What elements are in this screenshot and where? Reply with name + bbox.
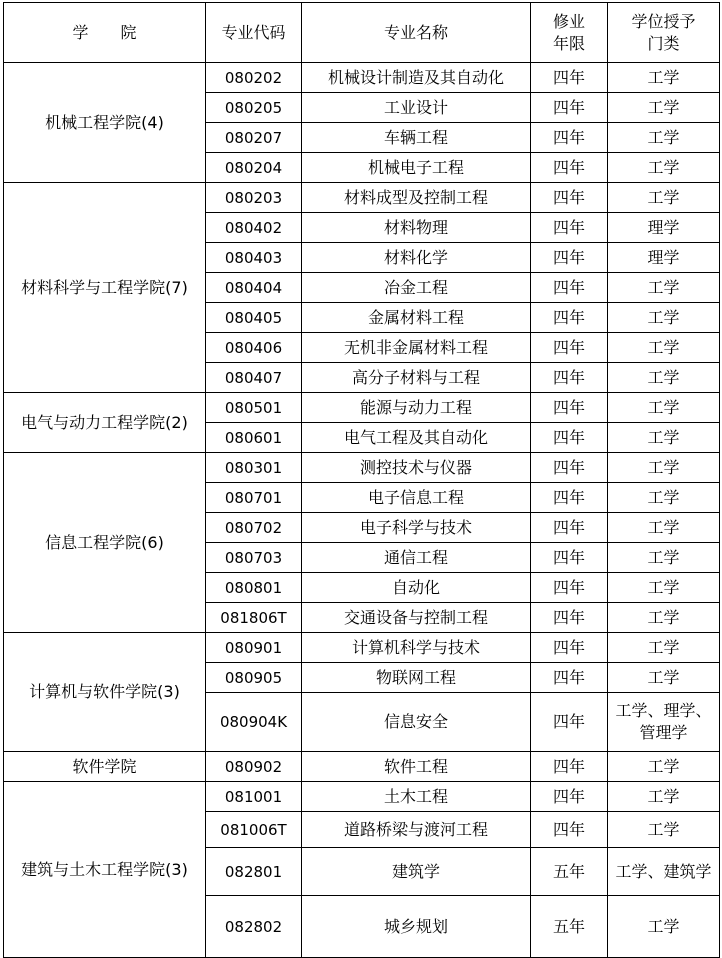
code-cell: 080901: [206, 633, 302, 663]
degree-cell: 工学: [608, 123, 720, 153]
name-cell: 自动化: [302, 573, 531, 603]
years-cell: 四年: [531, 213, 608, 243]
degree-cell: 理学: [608, 213, 720, 243]
name-cell: 信息安全: [302, 693, 531, 752]
name-cell: 高分子材料与工程: [302, 363, 531, 393]
years-cell: 四年: [531, 633, 608, 663]
degree-cell: 工学: [608, 543, 720, 573]
name-cell: 电子信息工程: [302, 483, 531, 513]
college-cell: 软件学院: [4, 752, 206, 782]
college-cell: 机械工程学院(4): [4, 63, 206, 183]
table-row: [4, 633, 720, 663]
name-cell: 通信工程: [302, 543, 531, 573]
degree-cell: 工学: [608, 153, 720, 183]
majors-table: [3, 2, 720, 958]
degree-cell: 工学、理学、管理学: [608, 693, 720, 752]
degree-cell: 工学: [608, 423, 720, 453]
degree-cell: 工学: [608, 896, 720, 958]
years-cell: 四年: [531, 63, 608, 93]
header-name: 专业名称: [302, 3, 531, 63]
degree-cell: 工学: [608, 333, 720, 363]
degree-cell: 工学: [608, 633, 720, 663]
name-cell: 土木工程: [302, 782, 531, 812]
years-cell: 四年: [531, 183, 608, 213]
code-cell: 080406: [206, 333, 302, 363]
code-cell: 080402: [206, 213, 302, 243]
name-cell: 金属材料工程: [302, 303, 531, 333]
code-cell: 080207: [206, 123, 302, 153]
degree-cell: 工学: [608, 63, 720, 93]
degree-cell: 工学: [608, 273, 720, 303]
name-cell: 材料化学: [302, 243, 531, 273]
college-cell: 建筑与土木工程学院(3): [4, 782, 206, 958]
years-cell: 四年: [531, 483, 608, 513]
degree-cell: 工学: [608, 812, 720, 848]
years-cell: 四年: [531, 573, 608, 603]
years-cell: 四年: [531, 303, 608, 333]
table-row: [4, 393, 720, 423]
years-cell: 四年: [531, 543, 608, 573]
code-cell: 080203: [206, 183, 302, 213]
header-code: 专业代码: [206, 3, 302, 63]
years-cell: 四年: [531, 243, 608, 273]
name-cell: 交通设备与控制工程: [302, 603, 531, 633]
code-cell: 080801: [206, 573, 302, 603]
degree-cell: 工学: [608, 453, 720, 483]
name-cell: 软件工程: [302, 752, 531, 782]
years-cell: 四年: [531, 603, 608, 633]
code-cell: 080407: [206, 363, 302, 393]
name-cell: 电气工程及其自动化: [302, 423, 531, 453]
years-cell: 五年: [531, 848, 608, 896]
name-cell: 道路桥梁与渡河工程: [302, 812, 531, 848]
name-cell: 材料成型及控制工程: [302, 183, 531, 213]
years-cell: 四年: [531, 393, 608, 423]
college-cell: 计算机与软件学院(3): [4, 633, 206, 752]
years-cell: 四年: [531, 273, 608, 303]
degree-cell: 理学: [608, 243, 720, 273]
name-cell: 电子科学与技术: [302, 513, 531, 543]
years-cell: 四年: [531, 663, 608, 693]
code-cell: 082802: [206, 896, 302, 958]
code-cell: 080404: [206, 273, 302, 303]
code-cell: 081001: [206, 782, 302, 812]
code-cell: 080204: [206, 153, 302, 183]
table-row: [4, 752, 720, 782]
name-cell: 无机非金属材料工程: [302, 333, 531, 363]
table-row: [4, 63, 720, 93]
years-cell: 四年: [531, 153, 608, 183]
code-cell: 080905: [206, 663, 302, 693]
header-years: 修业年限: [531, 3, 608, 63]
code-cell: 082801: [206, 848, 302, 896]
code-cell: 080205: [206, 93, 302, 123]
code-cell: 081806T: [206, 603, 302, 633]
code-cell: 080601: [206, 423, 302, 453]
name-cell: 能源与动力工程: [302, 393, 531, 423]
code-cell: 080703: [206, 543, 302, 573]
years-cell: 四年: [531, 513, 608, 543]
name-cell: 材料物理: [302, 213, 531, 243]
degree-cell: 工学: [608, 183, 720, 213]
name-cell: 物联网工程: [302, 663, 531, 693]
degree-cell: 工学、建筑学: [608, 848, 720, 896]
years-cell: 四年: [531, 333, 608, 363]
degree-cell: 工学: [608, 513, 720, 543]
table-row: [4, 453, 720, 483]
name-cell: 城乡规划: [302, 896, 531, 958]
degree-cell: 工学: [608, 363, 720, 393]
header-row: [4, 3, 720, 63]
code-cell: 080902: [206, 752, 302, 782]
code-cell: 080301: [206, 453, 302, 483]
name-cell: 建筑学: [302, 848, 531, 896]
years-cell: 四年: [531, 752, 608, 782]
degree-cell: 工学: [608, 782, 720, 812]
degree-cell: 工学: [608, 303, 720, 333]
table-row: [4, 183, 720, 213]
years-cell: 四年: [531, 812, 608, 848]
name-cell: 计算机科学与技术: [302, 633, 531, 663]
years-cell: 四年: [531, 693, 608, 752]
years-cell: 五年: [531, 896, 608, 958]
years-cell: 四年: [531, 363, 608, 393]
code-cell: 080701: [206, 483, 302, 513]
code-cell: 080501: [206, 393, 302, 423]
degree-cell: 工学: [608, 603, 720, 633]
degree-cell: 工学: [608, 483, 720, 513]
code-cell: 081006T: [206, 812, 302, 848]
name-cell: 机械电子工程: [302, 153, 531, 183]
degree-cell: 工学: [608, 573, 720, 603]
code-cell: 080904K: [206, 693, 302, 752]
name-cell: 车辆工程: [302, 123, 531, 153]
header-degree: 学位授予门类: [608, 3, 720, 63]
college-cell: 材料科学与工程学院(7): [4, 183, 206, 393]
code-cell: 080702: [206, 513, 302, 543]
college-cell: 电气与动力工程学院(2): [4, 393, 206, 453]
degree-cell: 工学: [608, 93, 720, 123]
degree-cell: 工学: [608, 393, 720, 423]
years-cell: 四年: [531, 453, 608, 483]
degree-cell: 工学: [608, 663, 720, 693]
header-college: 学 院: [4, 3, 206, 63]
college-cell: 信息工程学院(6): [4, 453, 206, 633]
name-cell: 机械设计制造及其自动化: [302, 63, 531, 93]
code-cell: 080405: [206, 303, 302, 333]
years-cell: 四年: [531, 423, 608, 453]
years-cell: 四年: [531, 93, 608, 123]
name-cell: 工业设计: [302, 93, 531, 123]
name-cell: 测控技术与仪器: [302, 453, 531, 483]
years-cell: 四年: [531, 123, 608, 153]
table-row: [4, 782, 720, 812]
code-cell: 080403: [206, 243, 302, 273]
degree-cell: 工学: [608, 752, 720, 782]
years-cell: 四年: [531, 782, 608, 812]
name-cell: 冶金工程: [302, 273, 531, 303]
code-cell: 080202: [206, 63, 302, 93]
